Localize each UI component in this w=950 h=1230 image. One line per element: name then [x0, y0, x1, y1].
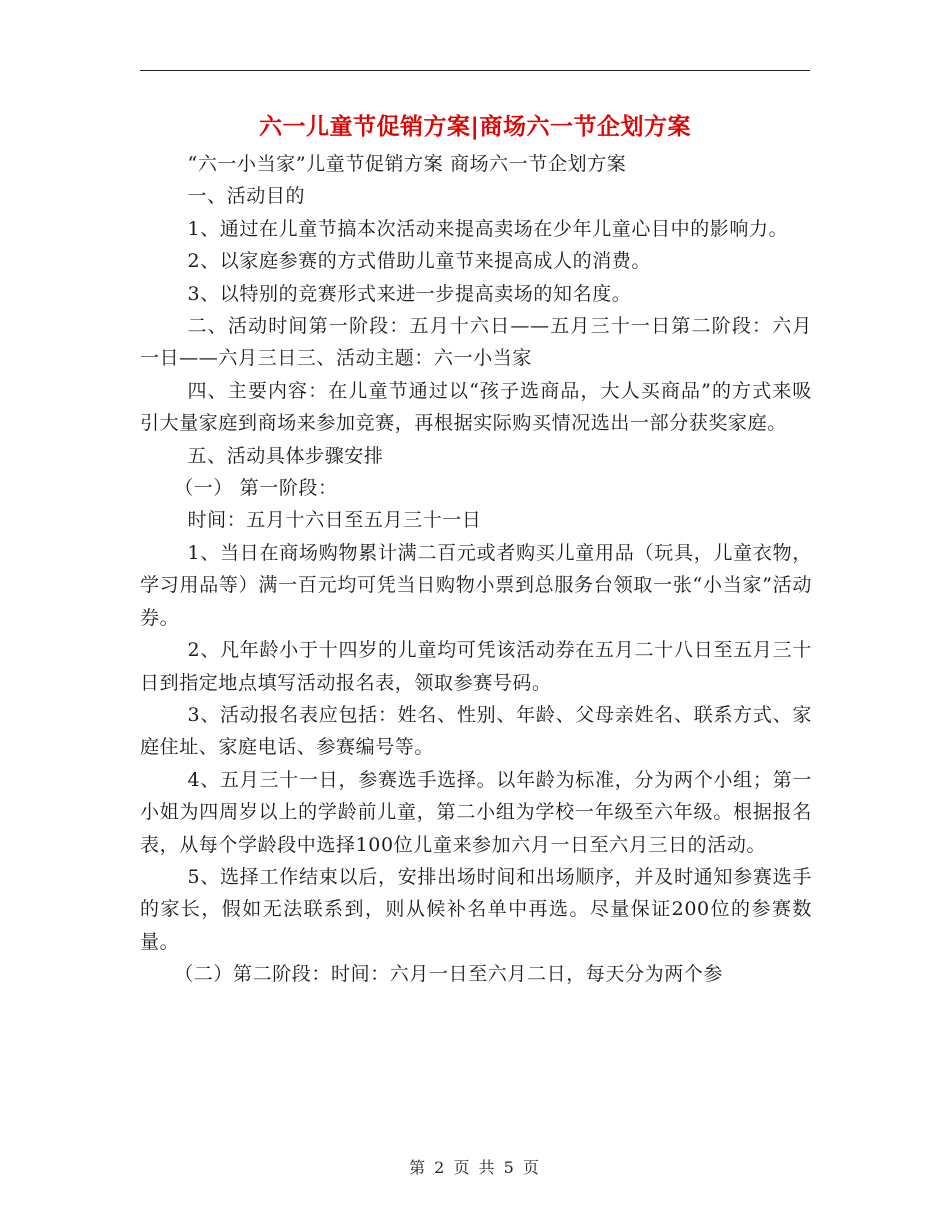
- paragraph: 4、五月三十一日，参赛选手选择。以年龄为标准，分为两个小组；第一小姐为四周岁以上的学龄前儿童，第二小组为学校一年级至六年级。根据报名表，从每个学龄段中选择100位儿童来参加六月一日至六月三日的活动。: [140, 768, 812, 856]
- document-title: 六一儿童节促销方案|商场六一节企划方案: [259, 114, 691, 140]
- paragraph: 1、当日在商场购物累计满二百元或者购买儿童用品（玩具，儿童衣物，学习用品等）满一百元均可凭当日购物小票到总服务台领取一张“小当家”活动券。: [140, 541, 812, 629]
- paragraph: 3、活动报名表应包括：姓名、性别、年龄、父母亲姓名、联系方式、家庭住址、家庭电话、参赛编号等。: [140, 703, 812, 759]
- paragraph: 时间：五月十六日至五月三十一日: [187, 509, 482, 532]
- paragraph: （二）第二阶段：时间：六月一日至六月二日，每天分为两个参: [174, 963, 723, 986]
- document-body: [140, 148, 812, 991]
- paragraph: 3、以特别的竞赛形式来进一步提高卖场的知名度。: [187, 282, 632, 305]
- subtitle-paragraph: “六一小当家”儿童节促销方案 商场六一节企划方案: [187, 153, 627, 175]
- paragraph: 四、主要内容：在儿童节通过以“孩子选商品，大人买商品”的方式来吸引大量家庭到商场来参加竞赛，再根据实际购买情况选出一部分获奖家庭。: [140, 379, 812, 435]
- paragraph: 2、以家庭参赛的方式借助儿童节来提高成人的消费。: [187, 250, 651, 273]
- paragraph: 5、选择工作结束以后，安排出场时间和出场顺序，并及时通知参赛选手的家长，假如无法联系到，则从候补名单中再选。尽量保证200位的参赛数量。: [140, 865, 812, 953]
- paragraph: 1、通过在儿童节搞本次活动来提高卖场在少年儿童心目中的影响力。: [187, 217, 789, 240]
- section-heading-purpose: 一、活动目的: [187, 185, 306, 208]
- subsection-heading: （一） 第一阶段：: [174, 477, 338, 500]
- page-footer: 第 2 页 共 5 页: [409, 1158, 541, 1177]
- paragraph: 二、活动时间第一阶段：五月十六日——五月三十一日第二阶段：六月一日——六月三日三、活动主题：六一小当家: [140, 315, 812, 370]
- section-heading-steps: 五、活动具体步骤安排: [187, 444, 384, 467]
- paragraph: 2、凡年龄小于十四岁的儿童均可凭该活动券在五月二十八日至五月三十日到指定地点填写活动报名表，领取参赛号码。: [140, 639, 812, 694]
- header-rule: [140, 70, 810, 71]
